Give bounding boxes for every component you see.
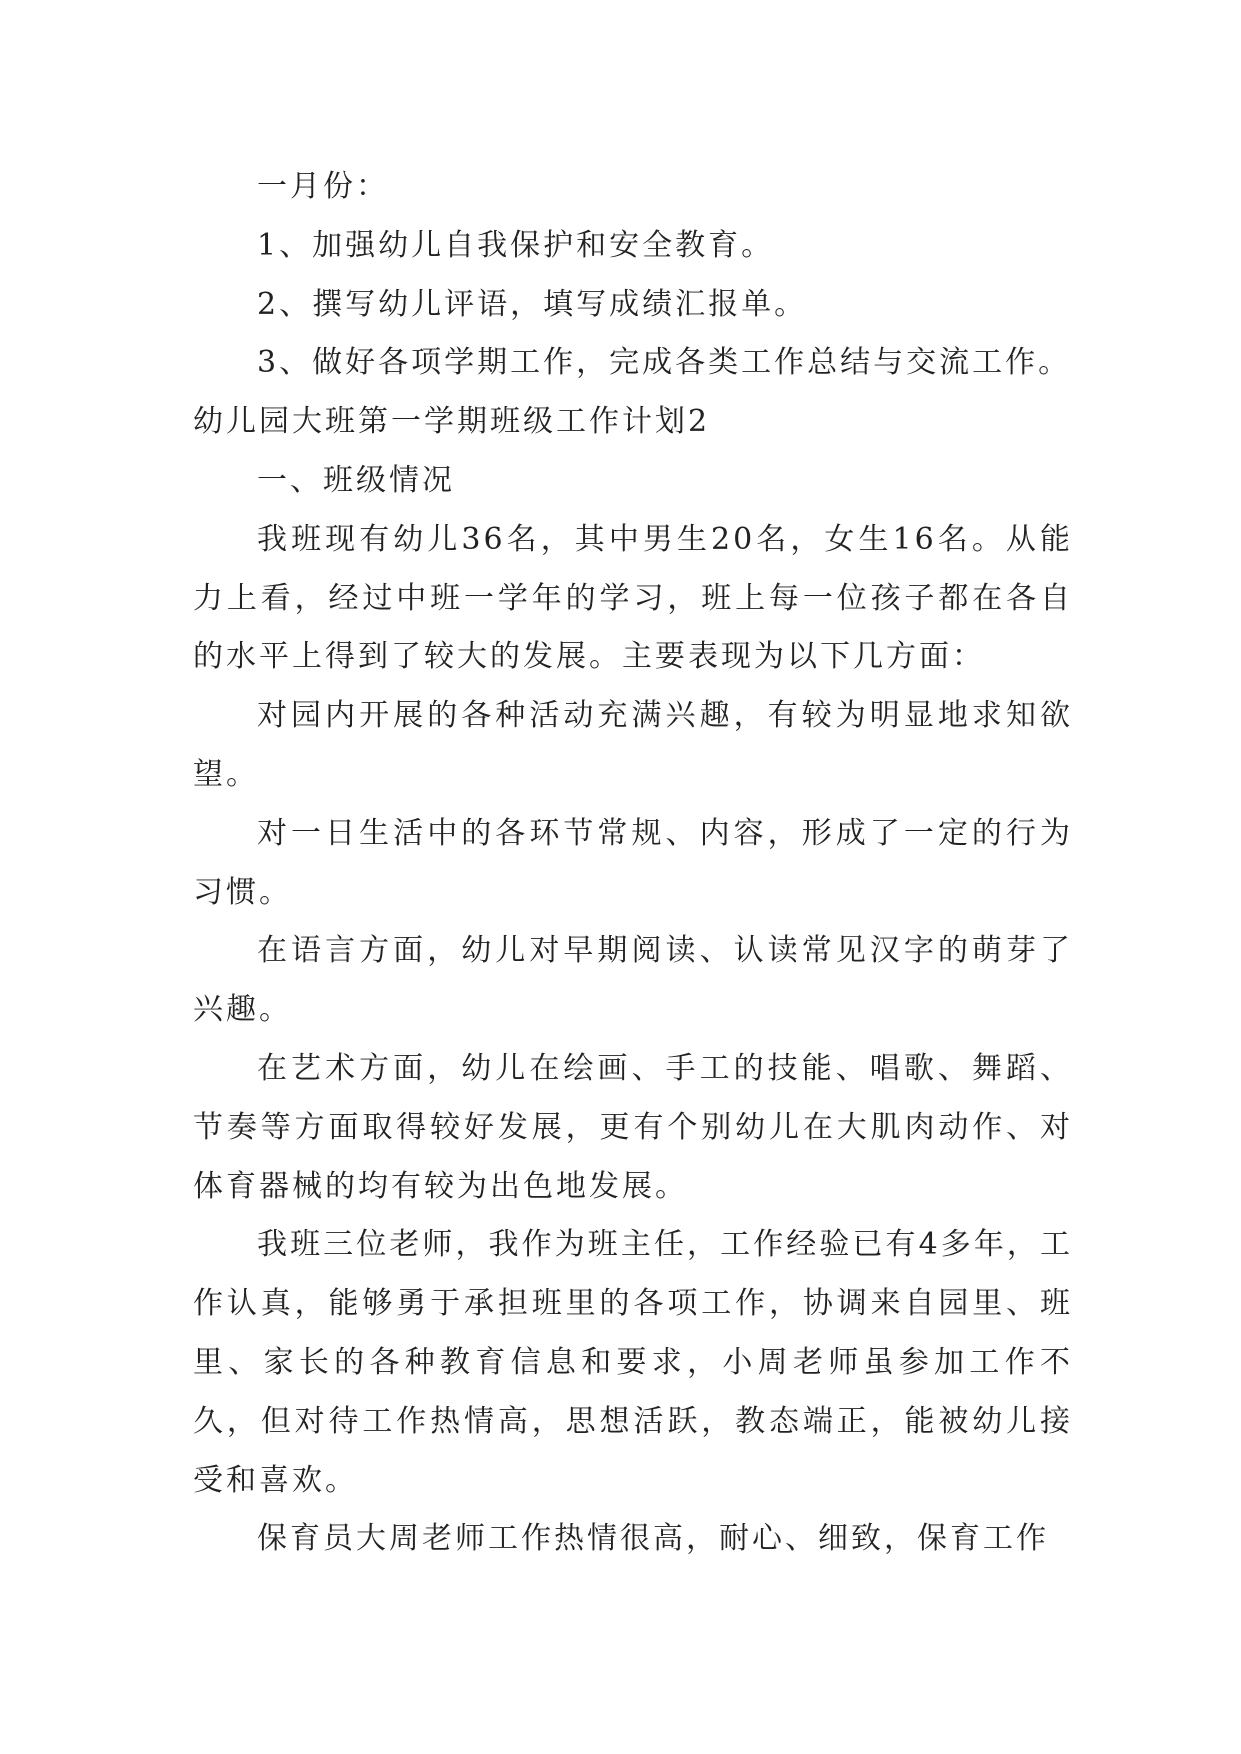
paragraph-item-2: 2、撰写幼儿评语，填写成绩汇报单。: [257, 286, 808, 322]
paragraph-item-3: 3、做好各项学期工作，完成各类工作总结与交流工作。: [257, 345, 1072, 381]
paragraph-january-heading: 一月份：: [257, 169, 389, 204]
paragraph-class-overview: 我班现有幼儿36名，其中男生20名，女生16名。从能力上看，经过中班一学年的学习，班上每一位孩子都在各自的水平上得到了较大的发展。主要表现为以下几方面：: [193, 521, 1073, 675]
paragraph-interest: 对园内开展的各种活动充满兴趣，有较为明显地求知欲望。: [193, 698, 1073, 792]
paragraph-routine: 对一日生活中的各环节常规、内容，形成了一定的行为习惯。: [193, 815, 1073, 910]
subsection-heading: 一、班级情况: [257, 462, 455, 498]
paragraph-item-1: 1、加强幼儿自我保护和安全教育。: [257, 227, 775, 263]
paragraph-caregiver: 保育员大周老师工作热情很高，耐心、细致，保育工作: [257, 1521, 1049, 1557]
document-body: [193, 158, 1073, 1569]
paragraph-art: 在艺术方面，幼儿在绘画、手工的技能、唱歌、舞蹈、节奏等方面取得较好发展，更有个别幼儿在大肌肉动作、对体育器械的均有较为出色地发展。: [193, 1050, 1073, 1204]
paragraph-teachers: 我班三位老师，我作为班主任，工作经验已有4多年，工作认真，能够勇于承担班里的各项工作，协调来自园里、班里、家长的各种教育信息和要求，小周老师虽参加工作不久，但对待工作热情高，思想活跃，教态端正，能被幼儿接受和喜欢。: [193, 1227, 1073, 1498]
paragraph-language: 在语言方面，幼儿对早期阅读、认读常见汉字的萌芽了兴趣。: [193, 933, 1073, 1028]
section-title: 幼儿园大班第一学期班级工作计划2: [193, 404, 711, 440]
